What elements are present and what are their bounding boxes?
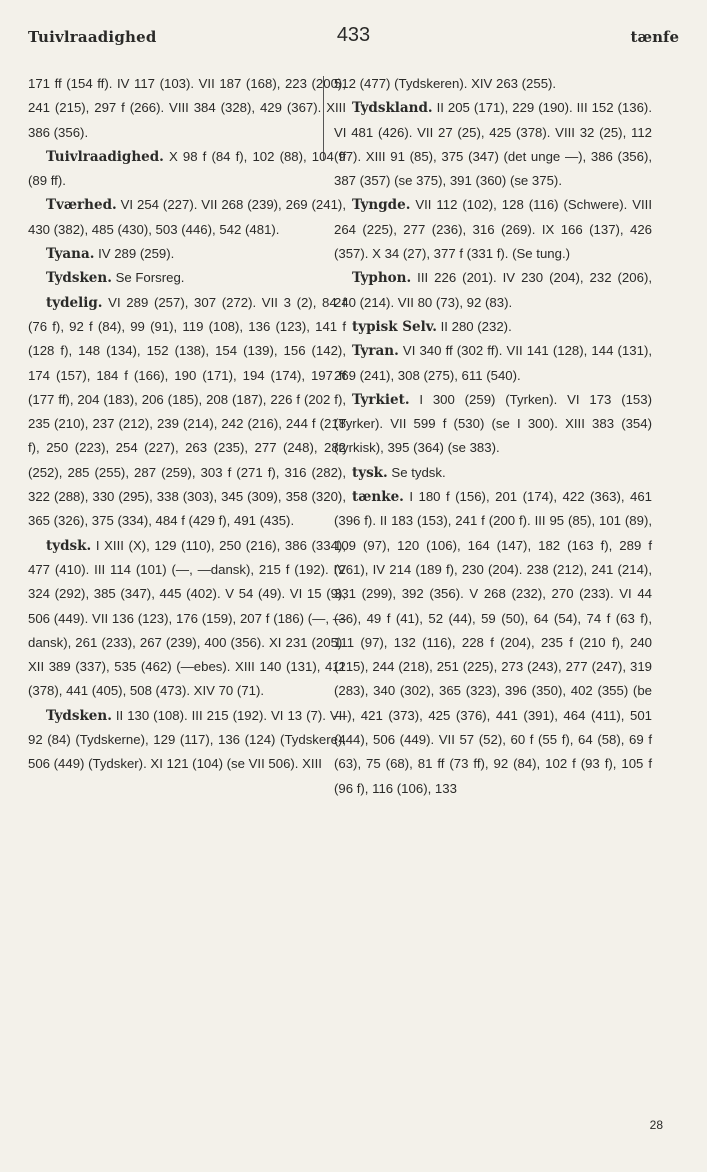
entry-references: I XIII (X), 129 (110), 250 (216), 386 (334), 477 (410). III 114 (101) (—, —dansk), 215 f (192). IV 324 (292), 385 (347), 445 (402). V 54 (49). VI 15 (9), 506 (449). VII 136 (123), 176 (159), 207 f (186) (—, —dansk), 261 (233), 267 (239), 400 (356). XI 231 (205). XII 389 (337), 535 (462) (—ebes). XIII 140 (131), 411 (378), 441 (405), 508 (473). XIV 70 (71).	[28, 537, 346, 699]
entry-headword: typisk Selv.	[352, 318, 437, 335]
entry-references: 171 ff (154 ff). IV 117 (103). VII 187 (168), 223 (200), 241 (215), 297 f (266). VIII 384 (328), 429 (367). XIII 386 (356).	[28, 76, 346, 140]
entry-references: I 300 (259) (Tyrken). VI 173 (153) (Tyrker). VII 599 f (530) (se I 300). XIII 383 (354) (tyrkisk), 395 (364) (se 383).	[334, 391, 652, 456]
entry-headword: tysk.	[352, 464, 388, 481]
entry-headword: Tværhed.	[46, 197, 117, 214]
entry-references: X 98 f (84 f), 102 (88), 104 ff (89 ff).	[28, 148, 346, 189]
entry-references: VII 112 (102), 128 (116) (Schwere). VIII 264 (225), 277 (236), 316 (269). IX 166 (137), 426 (357). X 34 (27), 377 f (331 f). (Se tung.)	[334, 197, 652, 262]
index-entry	[334, 266, 652, 315]
entry-references: III 226 (201). IV 230 (204), 232 (206), 240 (214). VII 80 (73), 92 (83).	[334, 270, 652, 310]
index-entry	[334, 388, 652, 461]
index-entry	[28, 193, 346, 242]
index-entry	[28, 704, 346, 777]
index-entry	[334, 193, 652, 266]
entry-references: II 280 (232).	[436, 318, 512, 334]
running-head-left: Tuivlraadighed	[28, 28, 157, 46]
entry-headword: tydelig.	[46, 294, 103, 311]
entry-headword: Tyrkiet.	[352, 391, 410, 408]
entry-headword: Tyana.	[46, 246, 95, 263]
left-column	[28, 72, 346, 777]
index-entry	[334, 96, 652, 193]
index-entry	[334, 72, 652, 96]
index-entry	[28, 242, 346, 266]
entry-headword: Tyran.	[352, 343, 399, 360]
index-entry	[28, 145, 346, 194]
entry-references: IV 289 (259).	[94, 246, 175, 262]
entry-references: Se Forsreg.	[111, 270, 185, 286]
index-entry	[28, 534, 346, 704]
page-header	[0, 24, 707, 54]
right-column	[334, 72, 652, 801]
page-number: 433	[336, 24, 371, 46]
entry-headword: tænke.	[352, 489, 404, 506]
running-head-right: tænfe	[630, 28, 679, 46]
entry-headword: Tydskland.	[352, 100, 433, 117]
index-entry	[334, 339, 652, 388]
entry-headword: Typhon.	[352, 270, 412, 287]
entry-references: Se tydsk.	[387, 464, 446, 480]
index-entry	[28, 72, 346, 145]
entry-headword: tydsk.	[46, 537, 92, 554]
entry-references: II 205 (171), 229 (190). III 152 (136). VI 481 (426). VII 27 (25), 425 (378). VIII 32 (25), 112 (97). XIII 91 (85), 375 (347) (det unge —), 386 (356), 387 (357) (se 375), 391 (360) (se 375).	[334, 100, 652, 189]
index-entry	[334, 485, 652, 801]
entry-references: VI 289 (257), 307 (272). VII 3 (2), 84 f (76 f), 92 f (84), 99 (91), 119 (108), 136 (123), 141 f (128 f), 148 (134), 152 (138), 154 (139), 156 (142), 174 (157), 184 f (166), 190 (171), 194 (174), 197 ff (177 ff), 204 (183), 206 (185), 208 (187), 226 f (202 f), 235 (210), 237 (212), 239 (214), 242 (216), 244 f (218 f), 250 (223), 254 (227), 263 (235), 277 (248), 282 (252), 285 (255), 287 (259), 303 f (271 f), 316 (282), 322 (288), 330 (295), 338 (303), 345 (309), 358 (320), 365 (326), 375 (334), 484 f (429 f), 491 (435).	[28, 294, 346, 529]
entry-headword: Tuivlraadighed.	[46, 148, 164, 165]
entry-references: II 130 (108). III 215 (192). VI 13 (7). VII 92 (84) (Tydskerne), 129 (117), 136 (124) (Tydskere), 506 (449) (Tydsker). XI 121 (104) (se VII 506). XIII	[28, 707, 346, 772]
entry-headword: Tydsken.	[46, 270, 112, 287]
index-entry	[334, 461, 652, 485]
entry-references: 512 (477) (Tydskeren). XIV 263 (255).	[334, 76, 557, 91]
signature-mark: 28	[649, 1118, 663, 1132]
index-entry	[334, 315, 652, 339]
entry-references: VI 254 (227). VII 268 (239), 269 (241), 430 (382), 485 (430), 503 (446), 542 (481).	[28, 197, 346, 237]
entry-references: VI 340 ff (302 ff). VII 141 (128), 144 (131), 269 (241), 308 (275), 611 (540).	[334, 343, 652, 383]
entry-references: I 180 f (156), 201 (174), 422 (363), 461 (396 f). II 183 (153), 241 f (200 f). III 95 (85), 101 (89), 109 (97), 120 (106), 164 (147), 182 (163 f), 289 f (261), IV 214 (189 f), 230 (204). 238 (212), 241 (214), 331 (299), 392 (356). V 268 (232), 270 (233). VI 44 (36), 49 f (41), 52 (44), 59 (50), 64 (54), 74 f (63 f), 111 (97), 132 (116), 228 f (204), 235 f (210 f), 240 (215), 244 (218), 251 (225), 273 (243), 277 (247), 319 (283), 340 (302), 365 (323), 396 (350), 402 (355) (be—), 421 (373), 425 (376), 441 (391), 464 (411), 501 (444), 506 (449). VII 57 (52), 60 f (55 f), 64 (58), 69 f (63), 75 (68), 81 ff (73 ff), 92 (84), 102 f (93 f), 105 f (96 f), 116 (106), 133	[334, 489, 652, 796]
index-entry	[28, 291, 346, 534]
entry-headword: Tydsken.	[46, 707, 112, 724]
index-entry	[28, 266, 346, 290]
entry-headword: Tyngde.	[352, 197, 411, 214]
